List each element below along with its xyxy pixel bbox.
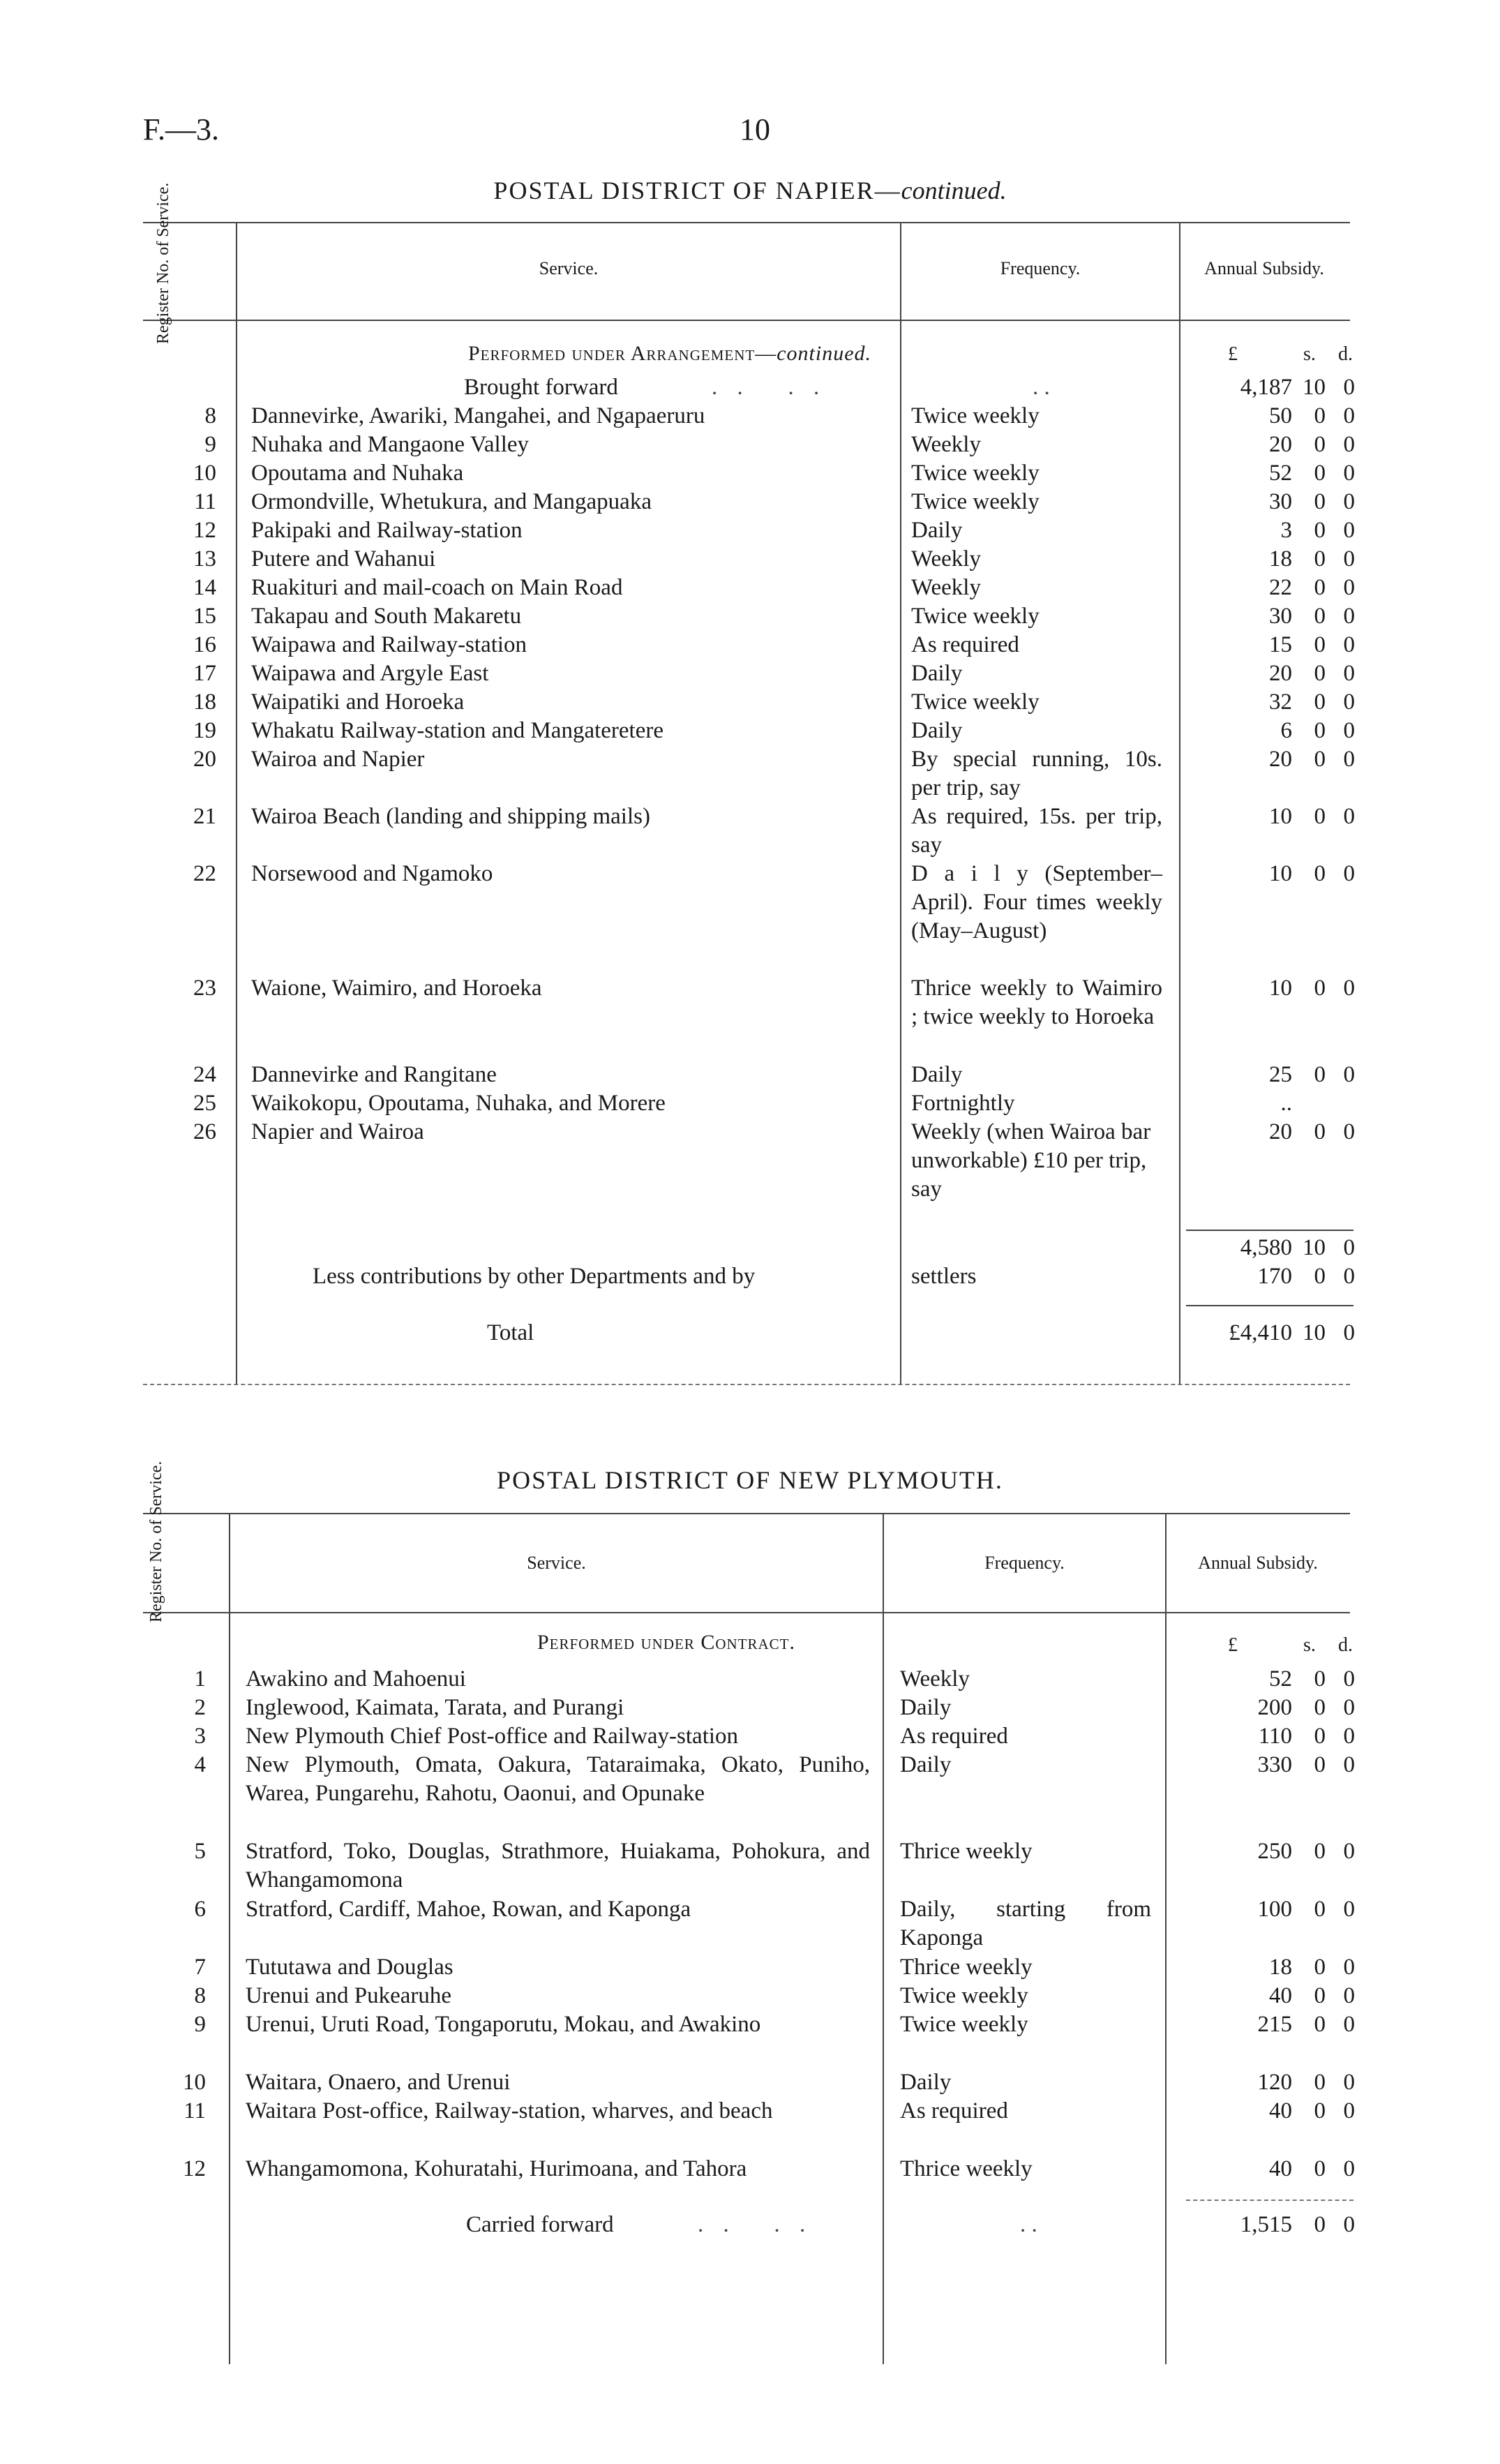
- napier-section-label: Performed under Arrangement—: [467, 342, 777, 365]
- service-route: Waipawa and Argyle East: [251, 661, 489, 686]
- amount-shillings: 0: [1314, 575, 1326, 600]
- amount-pence: 0: [1343, 804, 1355, 829]
- np-col-header-subsidy: Annual Subsidy.: [1198, 1553, 1318, 1573]
- amount-pounds: 100: [1257, 1897, 1292, 1922]
- register-number: 10: [183, 2070, 206, 2095]
- amount-pounds: 22: [1269, 575, 1292, 600]
- service-route: Stratford, Toko, Douglas, Strathmore, Huiakama, Pohokura, and Whangamomona: [246, 1839, 870, 1892]
- register-number: 9: [194, 2012, 206, 2037]
- register-number: 11: [194, 489, 216, 514]
- service-frequency: D a i l y (September–April). Four times weekly (May–August): [911, 861, 1162, 943]
- register-number: 19: [193, 718, 216, 743]
- amount-pounds: 20: [1269, 1119, 1292, 1144]
- amount-pence: 0: [1343, 1264, 1355, 1289]
- service-route: Norsewood and Ngamoko: [251, 861, 493, 886]
- service-route: New Plymouth, Omata, Oakura, Tataraimaka, Okato, Puniho, Warea, Pungarehu, Rahotu, Oaonui, and Opunake: [246, 1752, 870, 1806]
- amount-pence: 0: [1343, 1897, 1355, 1922]
- amount-pence: 0: [1343, 546, 1355, 572]
- register-number: 5: [194, 1839, 206, 1864]
- amount-pounds: 120: [1257, 2070, 1292, 2095]
- amount-pence: 0: [1343, 1724, 1355, 1749]
- service-route: Tututawa and Douglas: [246, 1955, 453, 1980]
- register-number: 7: [194, 1955, 206, 1980]
- register-number: 8: [204, 403, 216, 428]
- service-frequency: As required: [900, 2098, 1008, 2123]
- amount-pounds: 52: [1269, 461, 1292, 486]
- amount-pounds: 18: [1269, 546, 1292, 572]
- amount-pounds: 50: [1269, 403, 1292, 428]
- napier-col-header-register: Register No. of Service.: [154, 182, 172, 344]
- service-frequency: Twice weekly: [911, 604, 1040, 629]
- service-frequency: Thrice weekly: [900, 1955, 1033, 1980]
- amount-pounds: 4,187: [1240, 375, 1292, 400]
- amount-pounds: £4,410: [1229, 1320, 1292, 1345]
- amount-shillings: 10: [1303, 375, 1326, 400]
- amount-pence: 0: [1343, 689, 1355, 715]
- amount-pence: 0: [1343, 718, 1355, 743]
- total-rule: [1186, 1305, 1353, 1306]
- register-number: 12: [193, 518, 216, 543]
- amount-pounds: 40: [1269, 2098, 1292, 2123]
- service-frequency: Daily: [900, 1695, 952, 1720]
- service-frequency: Weekly (when Wairoa bar unworkable) £10 per trip, say: [911, 1119, 1151, 1202]
- amount-shillings: 0: [1314, 1695, 1326, 1720]
- service-route: Napier and Wairoa: [251, 1119, 424, 1144]
- amount-pence: 0: [1343, 1119, 1355, 1144]
- napier-col-header-subsidy: Annual Subsidy.: [1204, 258, 1324, 278]
- service-route: Takapau and South Makaretu: [251, 604, 522, 629]
- service-frequency: Daily, starting from Kaponga: [900, 1897, 1151, 1950]
- amount-pence: 0: [1343, 2156, 1355, 2181]
- service-frequency: Daily: [900, 1752, 952, 1777]
- napier-col-divider-frequency: [1179, 222, 1180, 1384]
- napier-col-divider-service: [900, 222, 901, 1384]
- amount-shillings: 0: [1314, 1264, 1326, 1289]
- amount-pence: 0: [1343, 518, 1355, 543]
- register-number: 13: [193, 546, 216, 572]
- amount-pounds: 10: [1269, 804, 1292, 829]
- amount-shillings: 0: [1314, 747, 1326, 772]
- amount-pounds: 20: [1269, 432, 1292, 457]
- amount-pence: 0: [1343, 375, 1355, 400]
- register-number: 1: [194, 1666, 206, 1692]
- napier-header-top-rule: [143, 222, 1350, 223]
- amount-shillings: 0: [1314, 2070, 1326, 2095]
- amount-shillings: 0: [1314, 976, 1326, 1001]
- document-reference: F.—3.: [143, 112, 219, 147]
- amount-pence: 0: [1343, 747, 1355, 772]
- service-frequency: Weekly: [911, 432, 981, 457]
- service-route: New Plymouth Chief Post-office and Railway-station: [246, 1724, 739, 1749]
- amount-pence: 0: [1343, 976, 1355, 1001]
- amount-pence: 0: [1343, 861, 1355, 886]
- carried-forward-rule: [1186, 2200, 1353, 2201]
- service-frequency: Weekly: [911, 575, 981, 600]
- amount-shillings: 0: [1314, 1724, 1326, 1749]
- service-frequency: As required: [900, 1724, 1008, 1749]
- register-number: 26: [193, 1119, 216, 1144]
- service-route: Dannevirke and Rangitane: [251, 1062, 497, 1087]
- napier-col-header-frequency: Frequency.: [1000, 258, 1081, 278]
- amount-pounds: 52: [1269, 1666, 1292, 1692]
- amount-pounds: 1,515: [1240, 2212, 1292, 2237]
- amount-shillings: 0: [1314, 1666, 1326, 1692]
- register-number: 16: [193, 632, 216, 657]
- amount-pence: 0: [1343, 1062, 1355, 1087]
- service-frequency: Weekly: [900, 1666, 970, 1692]
- amount-pounds: 40: [1269, 1983, 1292, 2008]
- amount-pounds: 3: [1280, 518, 1292, 543]
- napier-title: [0, 176, 1500, 205]
- amount-pounds: 250: [1257, 1839, 1292, 1864]
- amount-shillings: 0: [1314, 546, 1326, 572]
- register-number: 23: [193, 976, 216, 1001]
- service-frequency: Thrice weekly to Waimiro ; twice weekly to Horoeka: [911, 976, 1162, 1029]
- amount-shillings: 0: [1314, 432, 1326, 457]
- service-frequency: Daily: [911, 518, 963, 543]
- service-frequency: Thrice weekly: [900, 1839, 1033, 1864]
- service-frequency: Daily: [900, 2070, 952, 2095]
- amount-pounds: 20: [1269, 661, 1292, 686]
- register-number: 20: [193, 747, 216, 772]
- amount-pence: 0: [1343, 1955, 1355, 1980]
- service-frequency: Twice weekly: [900, 1983, 1028, 2008]
- register-number: 24: [193, 1062, 216, 1087]
- service-frequency: By special running, 10s. per trip, say: [911, 747, 1162, 800]
- service-frequency: Twice weekly: [911, 403, 1040, 428]
- amount-shillings: 0: [1314, 1062, 1326, 1087]
- service-frequency: Daily: [911, 718, 963, 743]
- subtotal-rule: [1186, 1230, 1353, 1231]
- service-route: Wairoa Beach (landing and shipping mails): [251, 804, 650, 829]
- amount-pence: 0: [1343, 575, 1355, 600]
- leader-dots: . .: [1020, 2212, 1037, 2237]
- service-frequency: Fortnightly: [911, 1091, 1015, 1116]
- service-route: Nuhaka and Mangaone Valley: [251, 432, 530, 457]
- amount-shillings: 0: [1314, 718, 1326, 743]
- amount-shillings: 0: [1314, 1955, 1326, 1980]
- leader-dots: . . . .: [698, 2212, 813, 2237]
- amount-pounds: 10: [1269, 976, 1292, 1001]
- napier-unit-pounds: £: [1228, 343, 1238, 365]
- service-route: Whangamomona, Kohuratahi, Hurimoana, and Tahora: [246, 2156, 747, 2181]
- service-route: Waikokopu, Opoutama, Nuhaka, and Morere: [251, 1091, 666, 1116]
- amount-pounds: 40: [1269, 2156, 1292, 2181]
- service-route: Whakatu Railway-station and Mangateretere: [251, 718, 664, 743]
- napier-unit-pence: d.: [1338, 343, 1353, 365]
- register-number: 8: [194, 1983, 206, 2008]
- amount-pence: 0: [1343, 632, 1355, 657]
- service-frequency: Twice weekly: [911, 461, 1040, 486]
- napier-section-heading: [0, 342, 1420, 366]
- brought-forward-label: Brought forward: [464, 375, 618, 400]
- amount-pence: 0: [1343, 604, 1355, 629]
- service-route: Inglewood, Kaimata, Tarata, and Purangi: [246, 1695, 624, 1720]
- amount-pence: 0: [1343, 1320, 1355, 1345]
- page-number: 10: [740, 112, 770, 147]
- service-frequency: Thrice weekly: [900, 2156, 1033, 2181]
- amount-pence: 0: [1343, 2070, 1355, 2095]
- amount-pounds: 4,580: [1240, 1235, 1292, 1260]
- np-unit-pence: d.: [1338, 1634, 1353, 1656]
- napier-unit-shillings: s.: [1303, 343, 1316, 365]
- amount-pounds: 330: [1257, 1752, 1292, 1777]
- np-header-bottom-rule: [143, 1612, 1350, 1613]
- amount-pence: 0: [1343, 403, 1355, 428]
- amount-pounds: 6: [1280, 718, 1292, 743]
- amount-pence: 0: [1343, 1235, 1355, 1260]
- amount-shillings: 0: [1314, 2012, 1326, 2037]
- amount-shillings: 0: [1314, 661, 1326, 686]
- service-route: Waione, Waimiro, and Horoeka: [251, 976, 542, 1001]
- amount-pence: 0: [1343, 1839, 1355, 1864]
- leader-dots: . . . .: [712, 375, 827, 400]
- amount-shillings: 0: [1314, 604, 1326, 629]
- service-frequency: As required: [911, 632, 1019, 657]
- service-route: Urenui and Pukearuhe: [246, 1983, 452, 2008]
- amount-shillings: 0: [1314, 2156, 1326, 2181]
- amount-pounds: 10: [1269, 861, 1292, 886]
- amount-shillings: 10: [1303, 1235, 1326, 1260]
- service-frequency: Daily: [911, 1062, 963, 1087]
- amount-shillings: 0: [1314, 1897, 1326, 1922]
- np-unit-pounds: £: [1228, 1634, 1238, 1656]
- np-col-header-service: Service.: [527, 1553, 586, 1573]
- register-number: 12: [183, 2156, 206, 2181]
- amount-pence: 0: [1343, 1695, 1355, 1720]
- amount-pounds: 18: [1269, 1955, 1292, 1980]
- amount-pounds: ..: [1280, 1091, 1292, 1116]
- amount-pence: 0: [1343, 1983, 1355, 2008]
- less-contributions-label: Less contributions by other Departments and by: [313, 1264, 756, 1289]
- amount-pence: 0: [1343, 2212, 1355, 2237]
- amount-pence: 0: [1343, 661, 1355, 686]
- amount-pounds: 200: [1257, 1695, 1292, 1720]
- np-col-header-frequency: Frequency.: [984, 1553, 1065, 1573]
- amount-pounds: 20: [1269, 747, 1292, 772]
- amount-shillings: 0: [1314, 632, 1326, 657]
- amount-pounds: 110: [1258, 1724, 1292, 1749]
- amount-pounds: 170: [1257, 1264, 1292, 1289]
- napier-col-divider-register: [236, 222, 237, 1384]
- amount-shillings: 0: [1314, 804, 1326, 829]
- register-number: 10: [193, 461, 216, 486]
- amount-shillings: 0: [1314, 403, 1326, 428]
- amount-pence: 0: [1343, 1666, 1355, 1692]
- service-route: Ormondville, Whetukura, and Mangapuaka: [251, 489, 652, 514]
- amount-shillings: 0: [1314, 1839, 1326, 1864]
- register-number: 15: [193, 604, 216, 629]
- service-route: Ruakituri and mail-coach on Main Road: [251, 575, 623, 600]
- register-number: 17: [193, 661, 216, 686]
- amount-shillings: 0: [1314, 2212, 1326, 2237]
- np-unit-shillings: s.: [1303, 1634, 1316, 1656]
- amount-pence: 0: [1343, 2012, 1355, 2037]
- service-route: Opoutama and Nuhaka: [251, 461, 464, 486]
- service-frequency: Twice weekly: [900, 2012, 1028, 2037]
- register-number: 21: [193, 804, 216, 829]
- amount-shillings: 0: [1314, 1752, 1326, 1777]
- napier-col-header-service: Service.: [539, 258, 599, 278]
- amount-shillings: 0: [1314, 689, 1326, 715]
- service-route: Wairoa and Napier: [251, 747, 425, 772]
- amount-pounds: 32: [1269, 689, 1292, 715]
- service-route: Waipawa and Railway-station: [251, 632, 527, 657]
- amount-pence: 0: [1343, 1752, 1355, 1777]
- new-plymouth-title: POSTAL DISTRICT OF NEW PLYMOUTH.: [497, 1466, 1003, 1494]
- amount-pence: 0: [1343, 432, 1355, 457]
- napier-section-continued: continued.: [777, 342, 872, 365]
- napier-title-continued: continued.: [901, 177, 1007, 204]
- leader-dots: . .: [1033, 375, 1050, 400]
- amount-pounds: 30: [1269, 489, 1292, 514]
- less-contributions-label-continued: settlers: [911, 1264, 977, 1289]
- amount-shillings: 0: [1314, 518, 1326, 543]
- amount-pounds: 215: [1257, 2012, 1292, 2037]
- register-number: 2: [194, 1695, 206, 1720]
- total-label: Total: [487, 1320, 534, 1345]
- register-number: 9: [204, 432, 216, 457]
- register-number: 6: [194, 1897, 206, 1922]
- amount-pounds: 25: [1269, 1062, 1292, 1087]
- service-route: Waitara Post-office, Railway-station, wharves, and beach: [246, 2098, 773, 2123]
- amount-pounds: 15: [1269, 632, 1292, 657]
- service-route: Pakipaki and Railway-station: [251, 518, 523, 543]
- napier-table-bottom-rule: [143, 1384, 1350, 1385]
- service-frequency: Weekly: [911, 546, 981, 572]
- amount-shillings: 0: [1314, 461, 1326, 486]
- napier-header-bottom-rule: [143, 320, 1350, 321]
- carried-forward-label: Carried forward: [466, 2212, 614, 2237]
- service-route: Awakino and Mahoenui: [246, 1666, 466, 1692]
- napier-title-main: POSTAL DISTRICT OF NAPIER—: [493, 177, 901, 204]
- amount-pounds: 30: [1269, 604, 1292, 629]
- amount-shillings: 0: [1314, 1983, 1326, 2008]
- service-route: Putere and Wahanui: [251, 546, 436, 572]
- service-route: Waipatiki and Horoeka: [251, 689, 465, 715]
- register-number: 18: [193, 689, 216, 715]
- service-frequency: Daily: [911, 661, 963, 686]
- amount-pence: 0: [1343, 489, 1355, 514]
- amount-shillings: 0: [1314, 861, 1326, 886]
- service-frequency: As required, 15s. per trip, say: [911, 804, 1162, 858]
- amount-pence: 0: [1343, 461, 1355, 486]
- service-frequency: Twice weekly: [911, 689, 1040, 715]
- np-header-top-rule: [143, 1513, 1350, 1514]
- register-number: 22: [193, 861, 216, 886]
- register-number: 14: [193, 575, 216, 600]
- amount-shillings: 10: [1303, 1320, 1326, 1345]
- service-route: Stratford, Cardiff, Mahoe, Rowan, and Kaponga: [246, 1897, 691, 1922]
- amount-shillings: 0: [1314, 489, 1326, 514]
- register-number: 4: [194, 1752, 206, 1777]
- register-number: 11: [183, 2098, 206, 2123]
- np-section-heading: Performed under Contract.: [537, 1631, 796, 1654]
- amount-shillings: 0: [1314, 1119, 1326, 1144]
- service-route: Urenui, Uruti Road, Tongaporutu, Mokau, and Awakino: [246, 2012, 761, 2037]
- register-number: 25: [193, 1091, 216, 1116]
- service-route: Waitara, Onaero, and Urenui: [246, 2070, 511, 2095]
- service-frequency: Twice weekly: [911, 489, 1040, 514]
- register-number: 3: [194, 1724, 206, 1749]
- service-route: Dannevirke, Awariki, Mangahei, and Ngapaeruru: [251, 403, 705, 428]
- np-col-header-register: Register No. of Service.: [147, 1461, 165, 1622]
- amount-shillings: 0: [1314, 2098, 1326, 2123]
- amount-pence: 0: [1343, 2098, 1355, 2123]
